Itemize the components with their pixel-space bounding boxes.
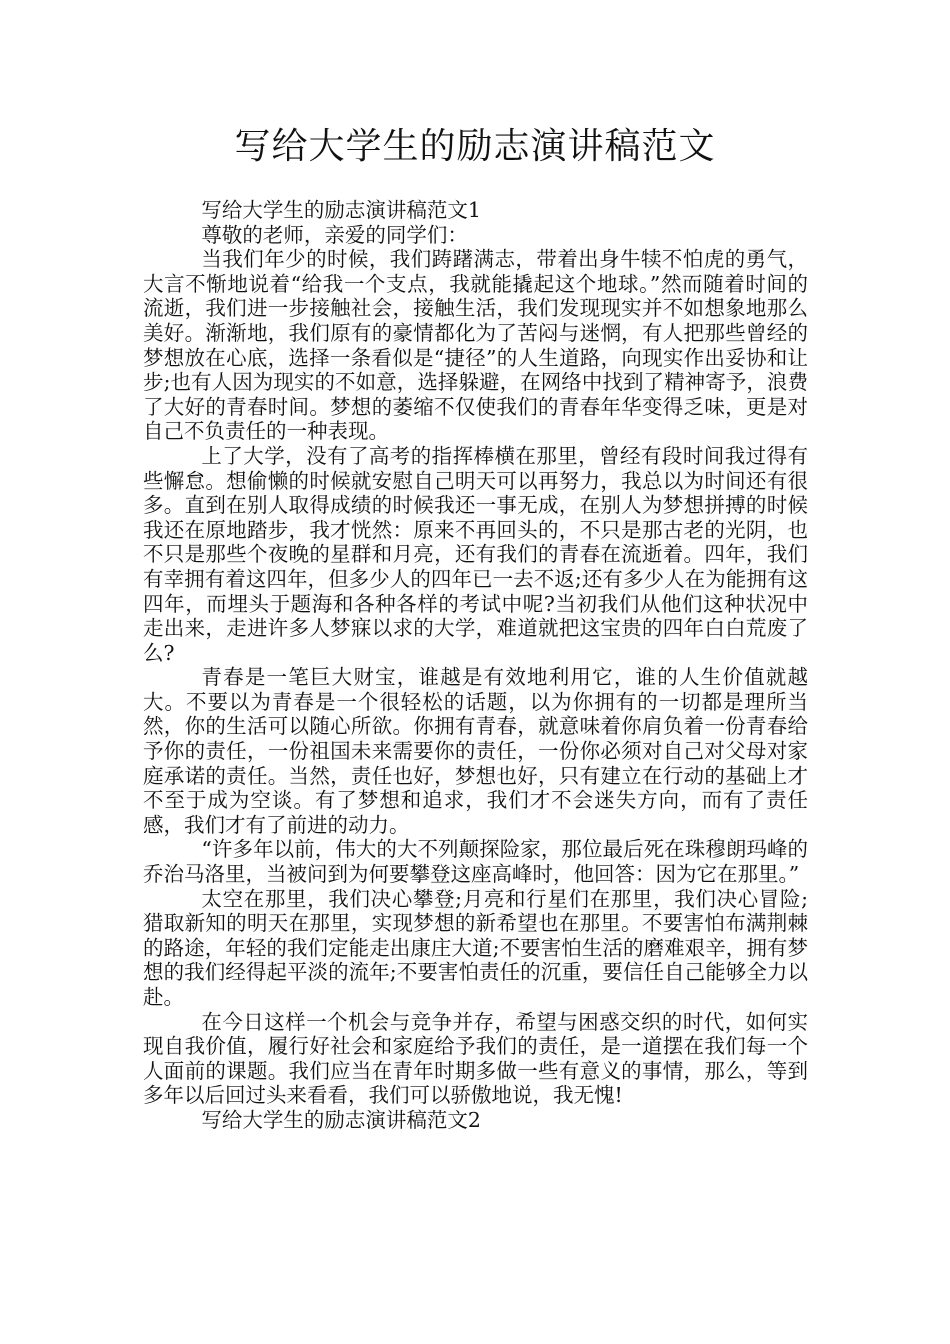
- salutation: 尊敬的老师，亲爱的同学们：: [201, 222, 468, 247]
- body-paragraph: 上了大学，没有了高考的指挥棒横在那里，曾经有段时间我过得有些懈怠。想偷懒的时候就安慰自己明天可以再努力，我总以为时间还有很多。直到在别人取得成绩的时候我还一事无成，在别人为梦想拼搏的时候我还在原地踏步，我才恍然：原来不再回头的，不只是那古老的光阴，也不只是那些个夜晚的星群和月亮，还有我们的青春在流逝着。四年，我们有幸拥有着这四年，但多少人的四年已一去不返;还有多少人在为能拥有这四年，而埋头于题海和各种各样的考试中呢?当初我们从他们这种状况中走出来，走进许多人梦寐以求的大学，难道就把这宝贵的四年白白荒废了么?: [143, 443, 808, 665]
- body-paragraph: 青春是一笔巨大财宝，谁越是有效地利用它，谁的人生价值就越大。不要以为青春是一个很轻松的话题，以为你拥有的一切都是理所当然，你的生活可以随心所欲。你拥有青春，就意味着你肩负着一份青春给予你的责任，一份祖国未来需要你的责任，一份你必须对自己对父母对家庭承诺的责任。当然，责任也好，梦想也好，只有建立在行动的基础上才不至于成为空谈。有了梦想和追求，我们才不会迷失方向，而有了责任感，我们才有了前进的动力。: [143, 665, 808, 837]
- document-body: [143, 198, 808, 1133]
- body-paragraph: 太空在那里，我们决心攀登;月亮和行星们在那里，我们决心冒险;猎取新知的明天在那里，实现梦想的新希望也在那里。不要害怕布满荆棘的路途，年轻的我们定能走出康庄大道;不要害怕生活的磨难艰辛，拥有梦想的我们经得起平淡的流年;不要害怕责任的沉重，要信任自己能够全力以赴。: [143, 886, 808, 1009]
- section-heading-1: 写给大学生的励志演讲稿范文1: [201, 198, 481, 222]
- document-title: 写给大学生的励志演讲稿范文: [234, 126, 716, 167]
- body-paragraph: 当我们年少的时候，我们踌躇满志，带着出身牛犊不怕虎的勇气，大言不惭地说着“给我一个支点，我就能撬起这个地球。”然而随着时间的流逝，我们进一步接触社会，接触生活，我们发现现实并不如想象地那么美好。渐渐地，我们原有的豪情都化为了苦闷与迷惘，有人把那些曾经的梦想放在心底，选择一条看似是“捷径”的人生道路，向现实作出妥协和让步;也有人因为现实的不如意，选择躲避，在网络中找到了精神寄予，浪费了大好的青春时间。梦想的萎缩不仅使我们的青春年华变得乏味，更是对自己不负责任的一种表现。: [143, 247, 808, 444]
- section-heading-2: 写给大学生的励志演讲稿范文2: [201, 1107, 481, 1132]
- quote-paragraph: “许多年以前，伟大的大不列颠探险家，那位最后死在珠穆朗玛峰的乔治马洛里，当被问到为何要攀登这座高峰时，他回答：因为它在那里。”: [143, 837, 808, 887]
- body-paragraph: 在今日这样一个机会与竞争并存，希望与困惑交织的时代，如何实现自我价值，履行好社会和家庭给予我们的责任，是一道摆在我们每一个人面前的课题。我们应当在青年时期多做一些有意义的事情，那么，等到多年以后回过头来看看，我们可以骄傲地说，我无愧!: [143, 1009, 808, 1108]
